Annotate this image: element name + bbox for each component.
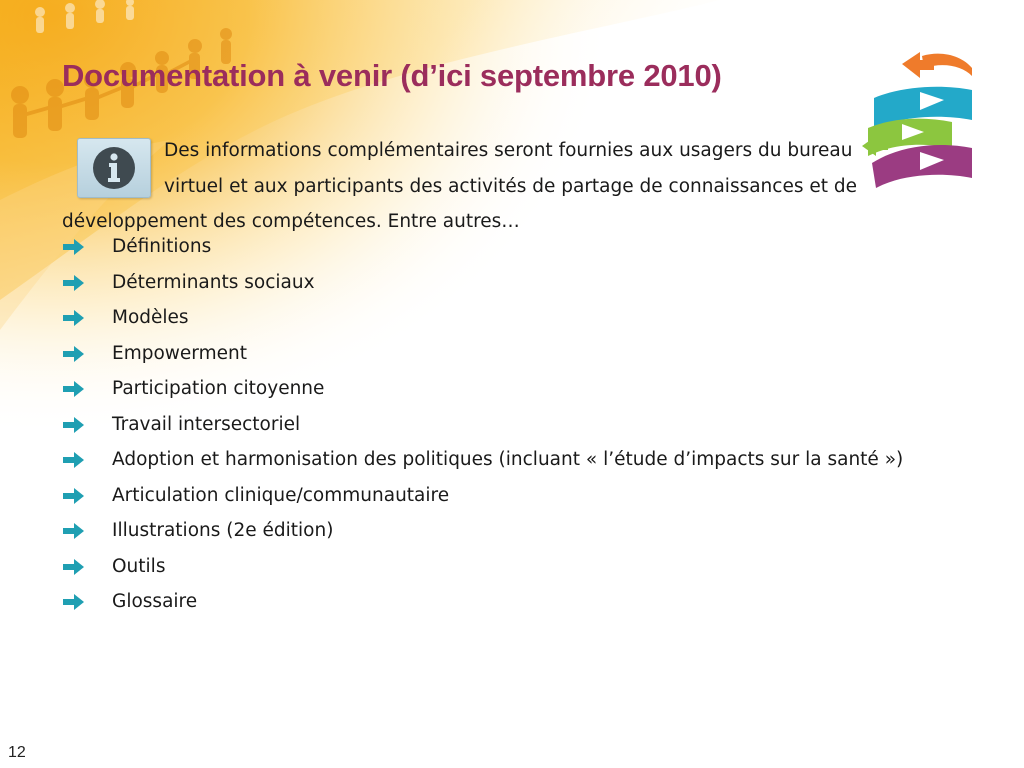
list-item: Travail intersectoriel bbox=[62, 414, 942, 436]
list-item: Articulation clinique/communautaire bbox=[62, 485, 942, 507]
intro-line-2: virtuel et aux participants des activités de partage de connaissances et de bbox=[164, 175, 858, 197]
intro-line-3: développement des compétences. Entre autres… bbox=[62, 211, 520, 232]
arrow-right-icon bbox=[62, 415, 86, 435]
slide-title: Documentation à venir (d’ici septembre 2010) bbox=[62, 58, 722, 93]
arrow-right-icon bbox=[62, 521, 86, 541]
intro-line-1: Des informations complémentaires seront fournies aux usagers du bureau bbox=[164, 140, 853, 161]
list-item: Participation citoyenne bbox=[62, 378, 942, 400]
intro-paragraph bbox=[62, 133, 942, 240]
arrow-right-icon bbox=[62, 237, 86, 257]
list-item: Empowerment bbox=[62, 343, 942, 365]
list-item: Outils bbox=[62, 556, 942, 578]
list-item: Déterminants sociaux bbox=[62, 272, 942, 294]
arrow-right-icon bbox=[62, 557, 86, 577]
page-number: 12 bbox=[8, 744, 26, 761]
list-item: Glossaire bbox=[62, 591, 942, 613]
arrow-right-icon bbox=[62, 486, 86, 506]
documentation-list bbox=[62, 236, 942, 627]
list-item: Illustrations (2e édition) bbox=[62, 520, 942, 542]
list-item: Adoption et harmonisation des politiques (incluant « l’étude d’impacts sur la santé ») bbox=[62, 449, 942, 471]
list-item: Définitions bbox=[62, 236, 942, 258]
arrow-right-icon bbox=[62, 308, 86, 328]
arrow-right-icon bbox=[62, 273, 86, 293]
arrow-right-icon bbox=[62, 379, 86, 399]
arrow-right-icon bbox=[62, 592, 86, 612]
list-item: Modèles bbox=[62, 307, 942, 329]
arrow-right-icon bbox=[62, 450, 86, 470]
arrow-right-icon bbox=[62, 344, 86, 364]
